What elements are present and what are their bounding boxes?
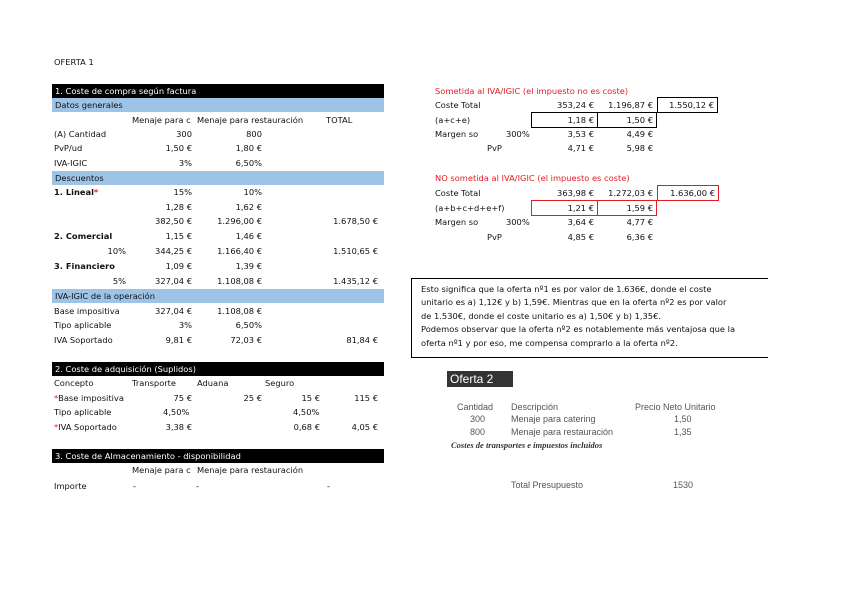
comercial-total: 1.510,65 €: [333, 246, 378, 256]
financiero-b2: 1.108,08 €: [217, 276, 262, 286]
s2-iva-label: *IVA Soportado: [54, 422, 117, 432]
sometida-margen-pct: 300%: [506, 129, 530, 139]
s2-tipo-transporte: 4,50%: [163, 407, 190, 417]
s3-col-restauracion: Menaje para restauración: [197, 465, 304, 475]
iva-label: IVA-IGIC: [54, 158, 88, 168]
col-header-total: TOTAL: [326, 115, 353, 125]
no-sometida-pvp-v1: 4,85 €: [567, 232, 594, 242]
lineal-label: 1. Lineal*: [54, 187, 99, 197]
oferta2-row2-precio: 1,35: [674, 427, 692, 437]
pvp-label: PvP/ud: [54, 143, 83, 153]
sometida-coste-label: Coste Total: [435, 100, 481, 110]
lineal-p2: 10%: [243, 187, 262, 197]
sometida-margen-v1: 3,53 €: [567, 129, 594, 139]
note-line: de 1.530€, donde el coste unitario es a) 1,50€ y b) 1,35€.: [421, 310, 662, 321]
note-line: oferta nº1 y por eso, me compensa comprarlo a la oferta nº2.: [421, 337, 678, 348]
sometida-coste-total: 1.550,12 €: [669, 100, 714, 110]
lineal-a2: 1,62 €: [235, 202, 262, 212]
s2-iva-seguro: 0,68 €: [293, 422, 320, 432]
s2-base-aduana: 25 €: [243, 393, 262, 403]
base-impositiva-v1: 327,04 €: [155, 306, 192, 316]
oferta2-row1-cantidad: 300: [470, 414, 486, 424]
iva-v2: 6,50%: [235, 158, 262, 168]
s2-iva-transporte: 3,38 €: [165, 422, 192, 432]
importe-v3: -: [327, 481, 330, 491]
s2-base-label: *Base impositiva: [54, 393, 124, 403]
s2-iva-total: 4,05 €: [351, 422, 378, 432]
tipo-aplicable-v1: 3%: [178, 320, 192, 330]
oferta2-row2-descripcion: Menaje para restauración: [511, 427, 614, 437]
comercial-b2: 1.166,40 €: [217, 246, 262, 256]
no-sometida-title: NO sometida al IVA/IGIC (el impuesto es coste): [435, 173, 630, 183]
s2-col-aduana: Aduana: [197, 378, 229, 388]
no-sometida-unit-label: (a+b+c+d+e+f): [435, 203, 505, 213]
section2-header: 2. Coste de adquisición (Suplidos): [52, 362, 384, 376]
sometida-title: Sometida al IVA/IGIC (el impuesto no es coste): [435, 86, 629, 96]
lineal-b2: 1.296,00 €: [217, 216, 262, 226]
iva-soportado-label: IVA Soportado: [54, 335, 113, 345]
s3-col-catering: Menaje para c: [132, 465, 191, 475]
note-line: Esto significa que la oferta nº1 es por valor de 1.636€, donde el coste: [421, 284, 712, 294]
comercial-a2: 1,46 €: [235, 231, 262, 241]
oferta2-header-precio: Precio Neto Unitario: [635, 402, 716, 412]
no-sometida-margen-v2: 4,77 €: [626, 217, 653, 227]
oferta2-row1-descripcion: Menaje para catering: [511, 414, 596, 424]
no-sometida-coste-v1: 363,98 €: [557, 188, 594, 198]
col-header-catering: Menaje para c: [132, 115, 191, 125]
cantidad-v2: 800: [246, 129, 262, 139]
datos-generales-header: Datos generales: [52, 98, 384, 112]
sometida-unit-label: (a+c+e): [435, 115, 471, 125]
sometida-pvp-v2: 5,98 €: [626, 143, 653, 153]
no-sometida-coste-total: 1.636,00 €: [670, 188, 715, 198]
no-sometida-coste-v2: 1.272,03 €: [608, 188, 653, 198]
s2-base-seguro: 15 €: [301, 393, 320, 403]
lineal-b1: 382,50 €: [155, 216, 192, 226]
sometida-pvp-v1: 4,71 €: [567, 143, 594, 153]
comercial-b1: 344,25 €: [155, 246, 192, 256]
pvp-v1: 1,50 €: [165, 143, 192, 153]
no-sometida-margen-v1: 3,64 €: [567, 217, 594, 227]
base-impositiva-v2: 1.108,08 €: [217, 306, 262, 316]
oferta2-total-value: 1530: [673, 480, 694, 490]
tipo-aplicable-label: Tipo aplicable: [54, 320, 112, 330]
no-sometida-margen-label: Margen so: [435, 217, 479, 227]
financiero-a2: 1,39 €: [235, 261, 262, 271]
conclusion-note: [411, 278, 768, 358]
s2-tipo-label: Tipo aplicable: [54, 407, 112, 417]
lineal-a1: 1,28 €: [165, 202, 192, 212]
comercial-pct: 10%: [107, 246, 126, 256]
s2-col-seguro: Seguro: [265, 378, 295, 388]
sometida-pvp-label: PvP: [487, 143, 502, 153]
financiero-label: 3. Financiero: [54, 261, 115, 271]
financiero-a1: 1,09 €: [165, 261, 192, 271]
no-sometida-pvp-label: PvP: [487, 232, 502, 242]
no-sometida-coste-label: Coste Total: [435, 188, 481, 198]
note-line: Podemos observar que la oferta nº2 es notablemente más ventajosa que la: [421, 324, 736, 335]
oferta2-footnote: Costes de transportes e impuestos incluidos: [451, 440, 603, 450]
s2-col-transporte: Transporte: [132, 378, 177, 388]
financiero-b1: 327,04 €: [155, 276, 192, 286]
s2-col-concepto: Concepto: [54, 378, 94, 388]
importe-v1: -: [133, 481, 136, 491]
lineal-total: 1.678,50 €: [333, 216, 378, 226]
section3-header: 3. Coste de Almacenamiento - disponibilidad: [52, 449, 384, 463]
note-line: unitario es a) 1,12€ y b) 1,59€. Mientras que en la oferta nº2 es por valor: [421, 297, 727, 308]
tipo-aplicable-v2: 6,50%: [235, 320, 262, 330]
iva-soportado-total: 81,84 €: [346, 335, 378, 345]
s2-tipo-seguro: 4,50%: [293, 407, 320, 417]
sometida-margen-label: Margen so: [435, 129, 479, 139]
cantidad-v1: 300: [176, 129, 192, 139]
sometida-margen-v2: 4,49 €: [626, 129, 653, 139]
sometida-coste-v1: 353,24 €: [557, 100, 594, 110]
page-title: OFERTA 1: [54, 57, 94, 67]
financiero-total: 1.435,12 €: [333, 276, 378, 286]
descuentos-header: Descuentos: [52, 171, 384, 185]
iva-v1: 3%: [178, 158, 192, 168]
no-sometida-unit-v2: 1,59 €: [626, 203, 653, 213]
oferta2-row1-precio: 1,50: [674, 414, 692, 424]
oferta2-header-cantidad: Cantidad: [457, 402, 494, 412]
sometida-coste-v2: 1.196,87 €: [608, 100, 653, 110]
no-sometida-margen-pct: 300%: [506, 217, 530, 227]
importe-label: Importe: [54, 481, 87, 491]
oferta2-title: Oferta 2: [447, 371, 513, 387]
lineal-p1: 15%: [173, 187, 192, 197]
financiero-pct: 5%: [112, 276, 126, 286]
no-sometida-pvp-v2: 6,36 €: [626, 232, 653, 242]
comercial-a1: 1,15 €: [165, 231, 192, 241]
pvp-v2: 1,80 €: [235, 143, 262, 153]
sometida-unit-v1: 1,18 €: [567, 115, 594, 125]
cantidad-label: (A) Cantidad: [54, 129, 107, 139]
col-header-restauracion: Menaje para restauración: [197, 115, 304, 125]
iva-operacion-header: IVA-IGIC de la operación: [52, 289, 384, 303]
iva-soportado-v2: 72,03 €: [230, 335, 262, 345]
iva-soportado-v1: 9,81 €: [165, 335, 192, 345]
comercial-label: 2. Comercial: [54, 231, 113, 241]
sometida-unit-v2: 1,50 €: [626, 115, 653, 125]
section1-header: 1. Coste de compra según factura: [52, 84, 384, 98]
oferta2-total-label: Total Presupuesto: [511, 480, 584, 490]
s2-base-total: 115 €: [354, 393, 378, 403]
no-sometida-unit-v1: 1,21 €: [567, 203, 594, 213]
oferta2-header-descripcion: Descripción: [511, 402, 559, 412]
importe-v2: -: [196, 481, 199, 491]
oferta2-row2-cantidad: 800: [470, 427, 486, 437]
base-impositiva-label: Base impositiva: [54, 306, 120, 316]
s2-base-transporte: 75 €: [173, 393, 192, 403]
